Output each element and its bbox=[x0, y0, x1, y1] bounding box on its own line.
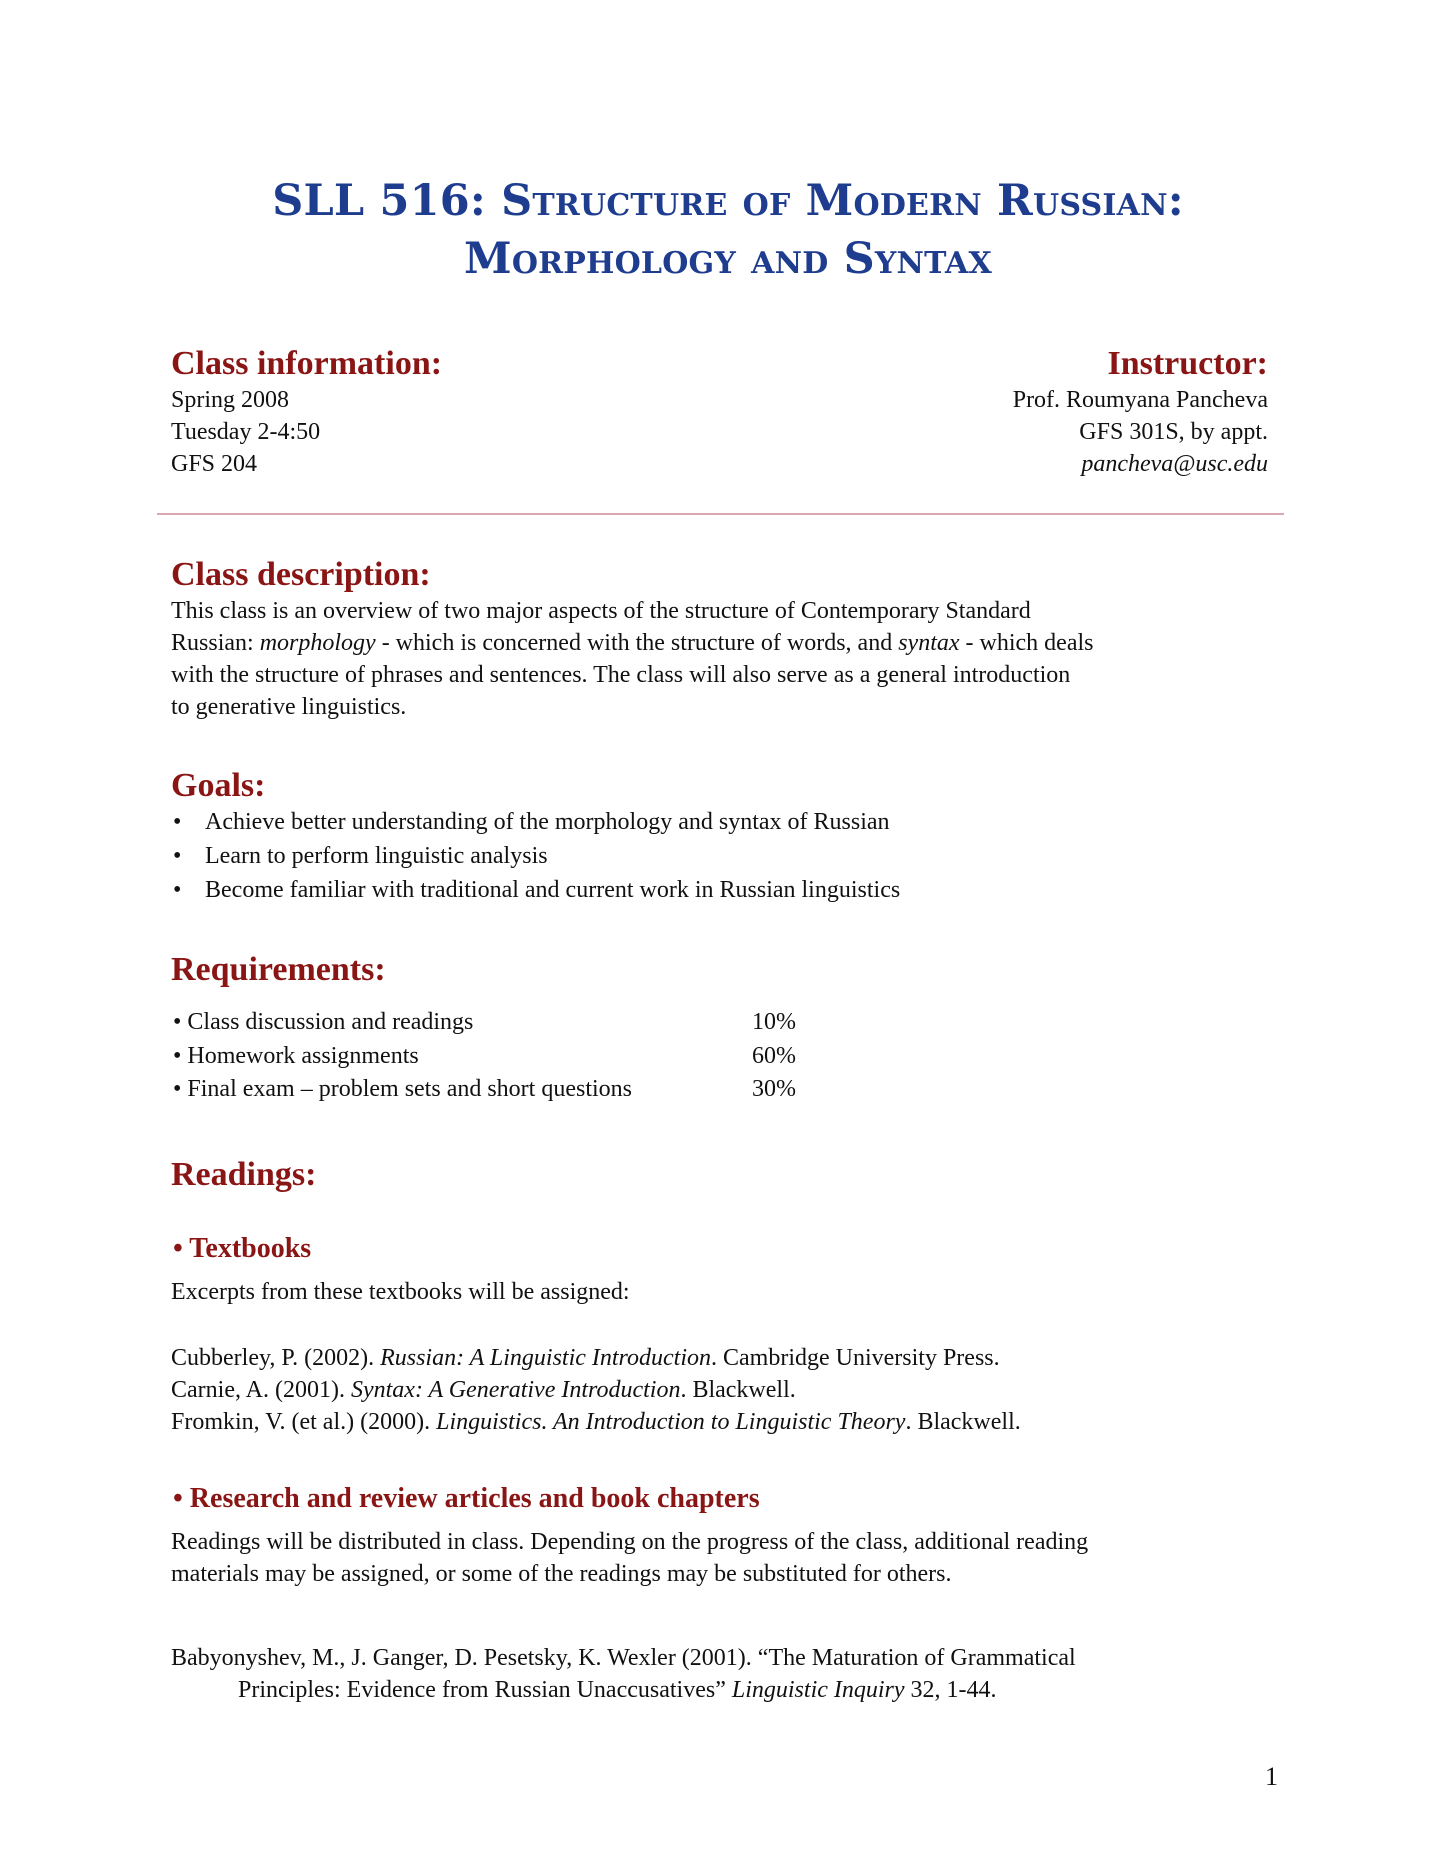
requirement-label: • Class discussion and readings bbox=[173, 1009, 474, 1035]
class-description-heading: Class description: bbox=[171, 556, 431, 593]
readings-heading: Readings: bbox=[171, 1156, 317, 1193]
description-text: - which deals bbox=[959, 630, 1094, 656]
journal-volume: 32, 1-44. bbox=[904, 1677, 997, 1703]
class-term: Spring 2008 bbox=[171, 387, 290, 413]
requirement-percent: 30% bbox=[752, 1076, 796, 1102]
description-line-1: This class is an overview of two major aspects of the structure of Contemporary Standard bbox=[171, 598, 1031, 624]
reference-title: Linguistics. An Introduction to Linguistic Theory bbox=[436, 1409, 906, 1435]
article-reference-line-2 bbox=[238, 1674, 997, 1706]
description-line-3: with the structure of phrases and sentences. The class will also serve as a general introduction bbox=[171, 662, 1071, 688]
instructor-office: GFS 301S, by appt. bbox=[1079, 419, 1268, 445]
articles-description-line-2: materials may be assigned, or some of the readings may be substituted for others. bbox=[171, 1561, 952, 1587]
requirement-label: • Final exam – problem sets and short questions bbox=[173, 1076, 633, 1102]
section-divider bbox=[157, 513, 1284, 515]
reference-author: Carnie, A. (2001). bbox=[171, 1377, 351, 1403]
journal-name: Linguistic Inquiry bbox=[731, 1677, 905, 1703]
requirements-heading: Requirements: bbox=[171, 951, 386, 988]
reference-publisher: . Cambridge University Press. bbox=[711, 1345, 1000, 1371]
articles-description-line-1: Readings will be distributed in class. Depending on the progress of the class, additional reading bbox=[171, 1529, 1089, 1555]
description-text: Russian: bbox=[171, 630, 260, 656]
article-reference-line-1: Babyonyshev, M., J. Ganger, D. Pesetsky, K. Wexler (2001). “The Maturation of Grammatical bbox=[171, 1645, 1076, 1671]
requirement-percent: 10% bbox=[752, 1009, 796, 1035]
instructor-name: Prof. Roumyana Pancheva bbox=[1012, 387, 1268, 413]
description-text: - which is concerned with the structure of words, and bbox=[375, 630, 899, 656]
requirement-label: • Homework assignments bbox=[173, 1043, 419, 1069]
morphology-term: morphology bbox=[259, 630, 376, 656]
class-room: GFS 204 bbox=[171, 451, 258, 477]
goal-bullet: • bbox=[173, 843, 182, 869]
description-line-2 bbox=[171, 627, 1093, 659]
goal-item: Learn to perform linguistic analysis bbox=[205, 843, 548, 869]
textbook-reference bbox=[171, 1374, 796, 1406]
reference-title: Russian: A Linguistic Introduction bbox=[380, 1345, 711, 1371]
reference-author: Fromkin, V. (et al.) (2000). bbox=[171, 1409, 437, 1435]
instructor-heading: Instructor: bbox=[1107, 345, 1268, 382]
class-information-heading: Class information: bbox=[171, 345, 443, 382]
reference-title: Syntax: A Generative Introduction bbox=[350, 1377, 681, 1403]
instructor-email: pancheva@usc.edu bbox=[1081, 451, 1268, 477]
reference-title: Principles: Evidence from Russian Unaccusatives” bbox=[238, 1677, 732, 1703]
goals-heading: Goals: bbox=[171, 767, 266, 804]
requirement-percent: 60% bbox=[752, 1043, 796, 1069]
reference-publisher: . Blackwell. bbox=[905, 1409, 1021, 1435]
goal-item: Become familiar with traditional and current work in Russian linguistics bbox=[205, 877, 901, 903]
goal-bullet: • bbox=[173, 877, 182, 903]
textbook-reference bbox=[171, 1406, 1021, 1438]
textbooks-intro: Excerpts from these textbooks will be assigned: bbox=[171, 1279, 630, 1305]
page-number: 1 bbox=[1265, 1762, 1278, 1791]
goal-item: Achieve better understanding of the morphology and syntax of Russian bbox=[205, 809, 890, 835]
goal-bullet: • bbox=[173, 809, 182, 835]
textbook-reference bbox=[171, 1342, 1000, 1374]
course-title-line-2: Morphology and Syntax bbox=[464, 234, 992, 284]
reference-publisher: . Blackwell. bbox=[680, 1377, 796, 1403]
syntax-term: syntax bbox=[898, 630, 960, 656]
articles-subheading: • Research and review articles and book chapters bbox=[173, 1483, 760, 1514]
course-title-line-1: SLL 516: Structure of Modern Russian: bbox=[272, 176, 1184, 226]
reference-author: Cubberley, P. (2002). bbox=[171, 1345, 381, 1371]
textbooks-subheading: • Textbooks bbox=[173, 1233, 312, 1264]
class-time: Tuesday 2-4:50 bbox=[171, 419, 321, 445]
description-line-4: to generative linguistics. bbox=[171, 694, 407, 720]
